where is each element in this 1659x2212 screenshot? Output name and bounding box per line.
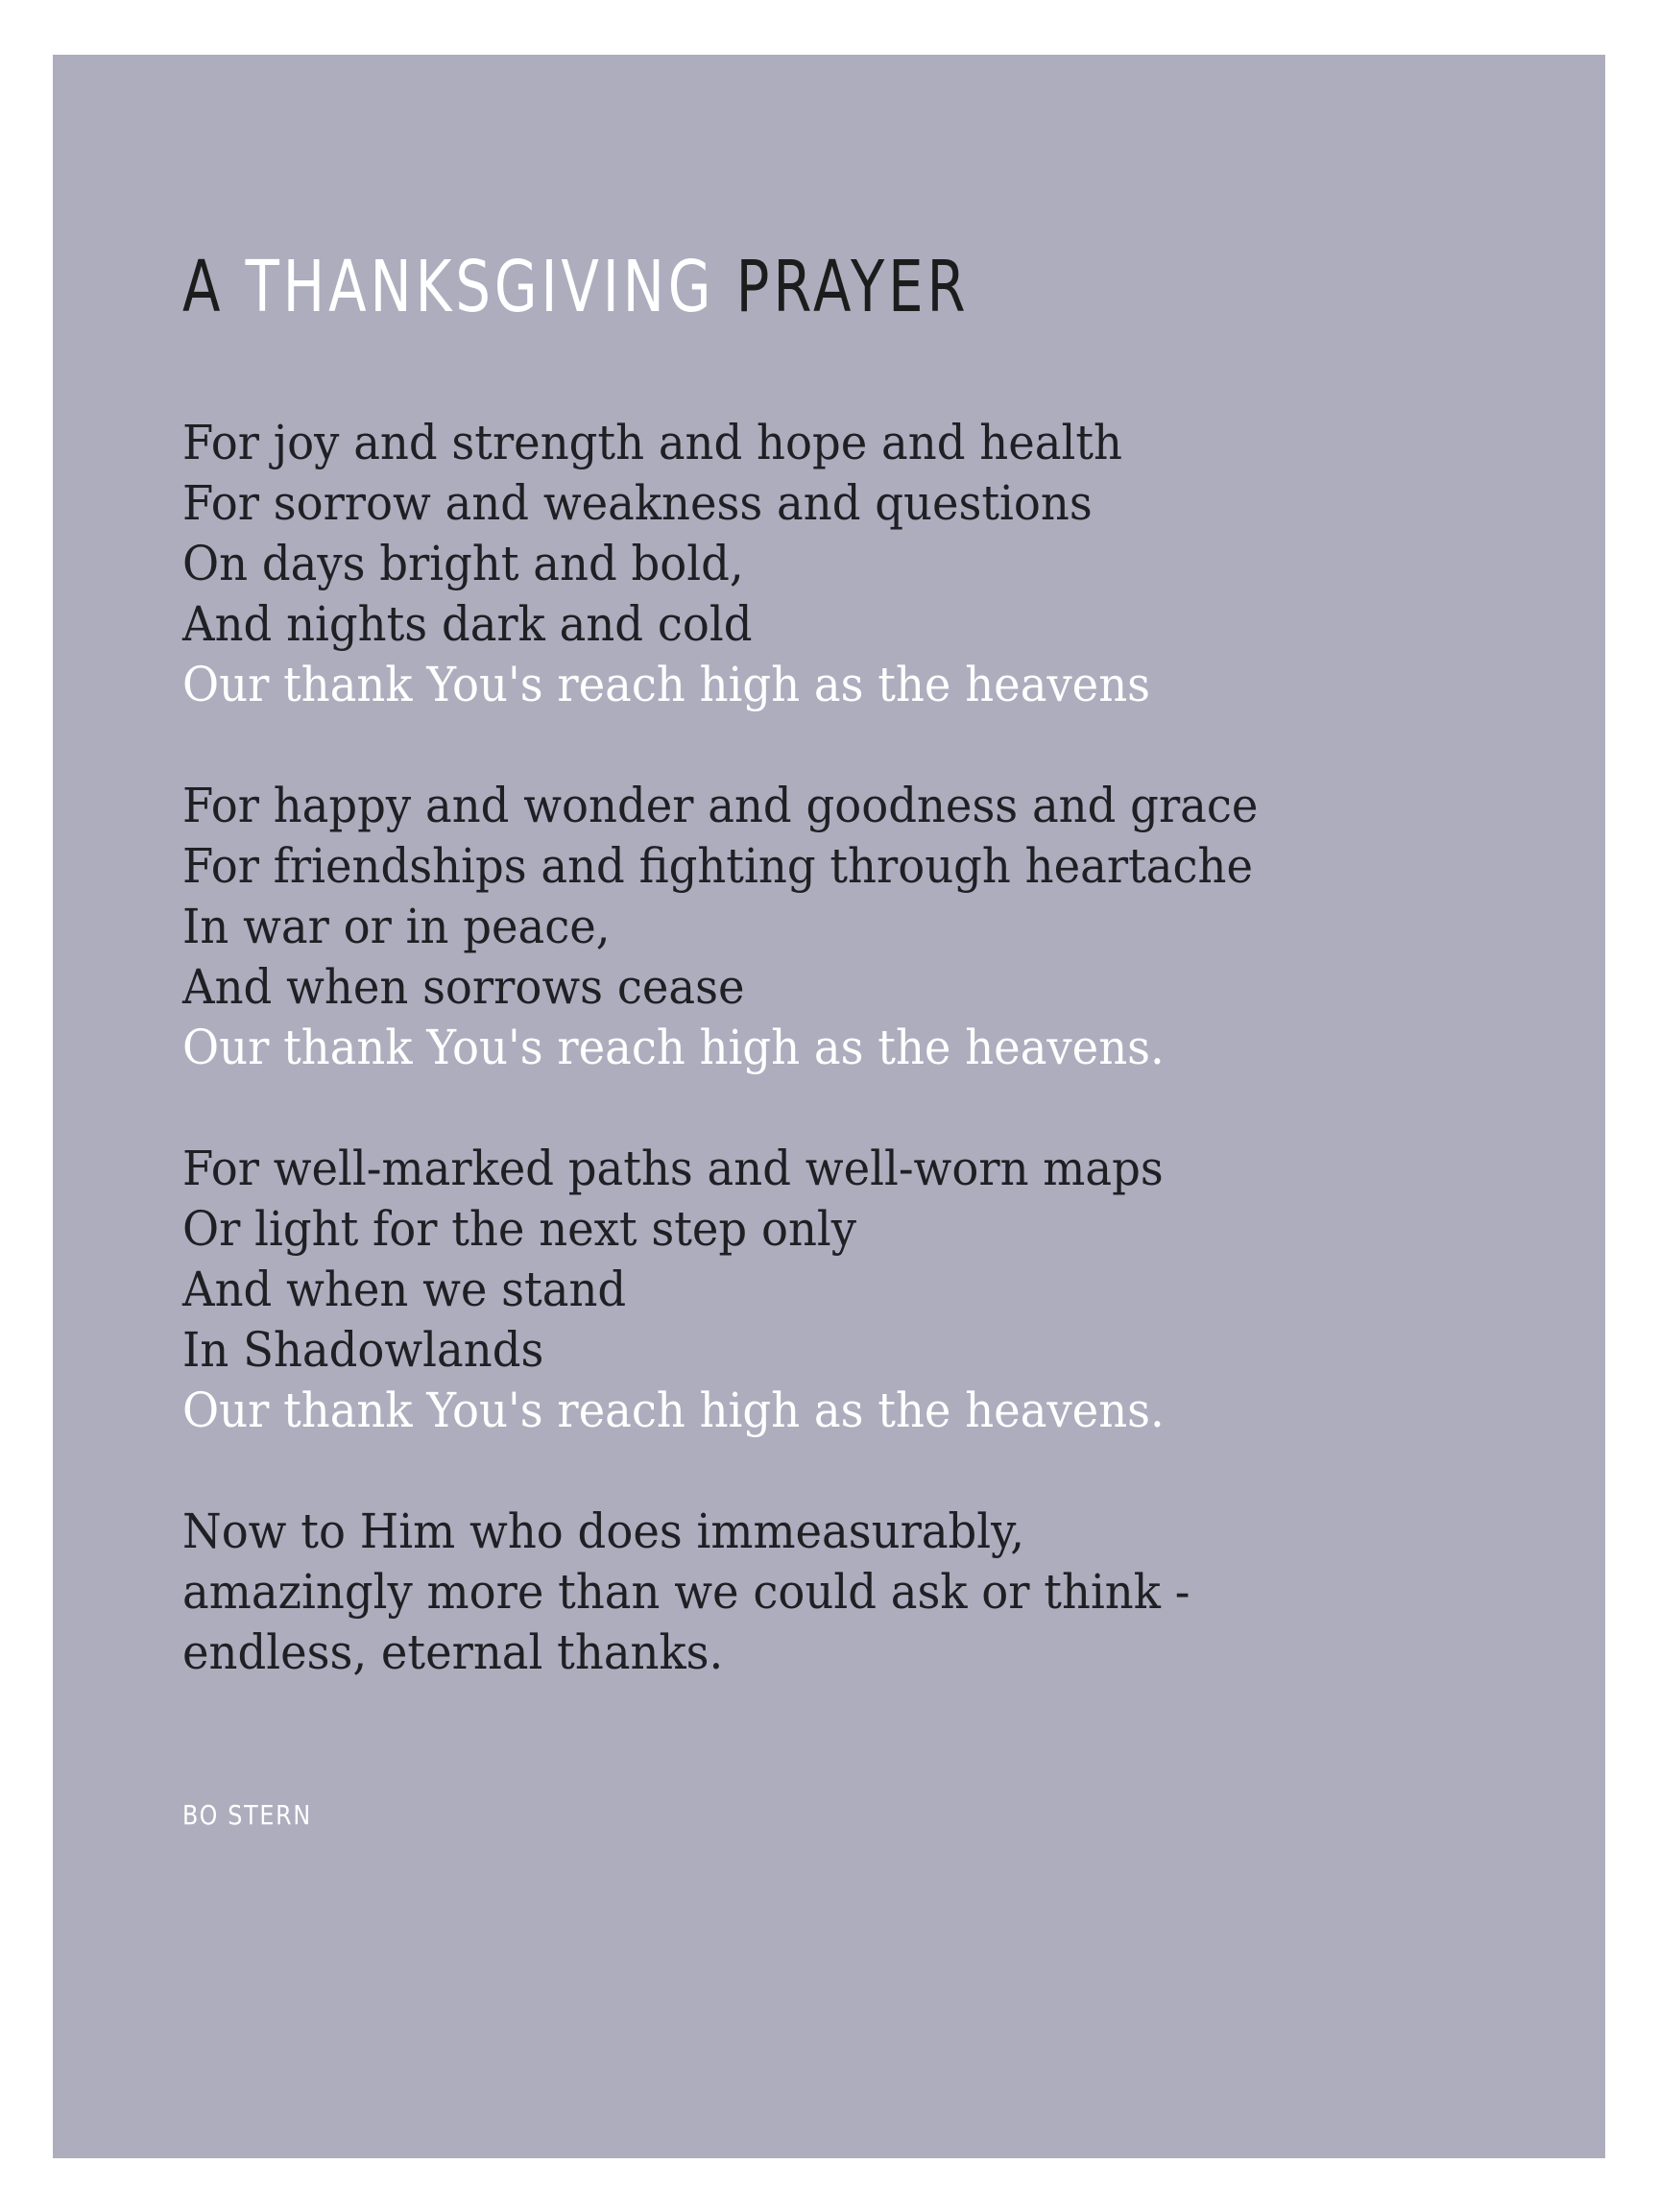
poem-line: And when we stand xyxy=(182,1262,627,1317)
author-name: BO STERN xyxy=(182,1799,312,1831)
poem-refrain-line: Our thank You's reach high as the heavens. xyxy=(182,1382,1165,1438)
poem-line: In war or in peace, xyxy=(182,899,611,954)
poem-refrain-line: Our thank You's reach high as the heavens xyxy=(182,657,1151,712)
title-word-a: A xyxy=(182,246,225,328)
poem-line: Now to Him who does immeasurably, xyxy=(182,1503,1025,1559)
stanza-1 xyxy=(182,413,1258,715)
title-word-prayer: PRAYER xyxy=(735,246,970,328)
poem-line: Or light for the next step only xyxy=(182,1201,857,1257)
poem-line: For sorrow and weakness and questions xyxy=(182,475,1093,531)
poem-line: For joy and strength and hope and health xyxy=(182,415,1122,470)
poem-refrain-line: Our thank You's reach high as the heavens. xyxy=(182,1020,1165,1075)
poem-line: amazingly more than we could ask or think - xyxy=(182,1564,1190,1620)
poem-body xyxy=(182,413,1258,1743)
poem-line: endless, eternal thanks. xyxy=(182,1624,724,1680)
title-word-thanksgiving: THANKSGIVING xyxy=(245,246,715,328)
poem-line: For friendships and fighting through heartache xyxy=(182,838,1254,894)
poem-line: And when sorrows cease xyxy=(182,959,745,1015)
stanza-4 xyxy=(182,1502,1258,1683)
poem-line: And nights dark and cold xyxy=(182,596,753,652)
poem-line: In Shadowlands xyxy=(182,1322,544,1378)
stanza-3 xyxy=(182,1139,1258,1441)
page-title xyxy=(182,246,970,328)
poem-line: For well-marked paths and well-worn maps xyxy=(182,1141,1164,1196)
stanza-2 xyxy=(182,776,1258,1078)
poem-line: On days bright and bold, xyxy=(182,536,744,591)
poem-line: For happy and wonder and goodness and grace xyxy=(182,778,1259,833)
